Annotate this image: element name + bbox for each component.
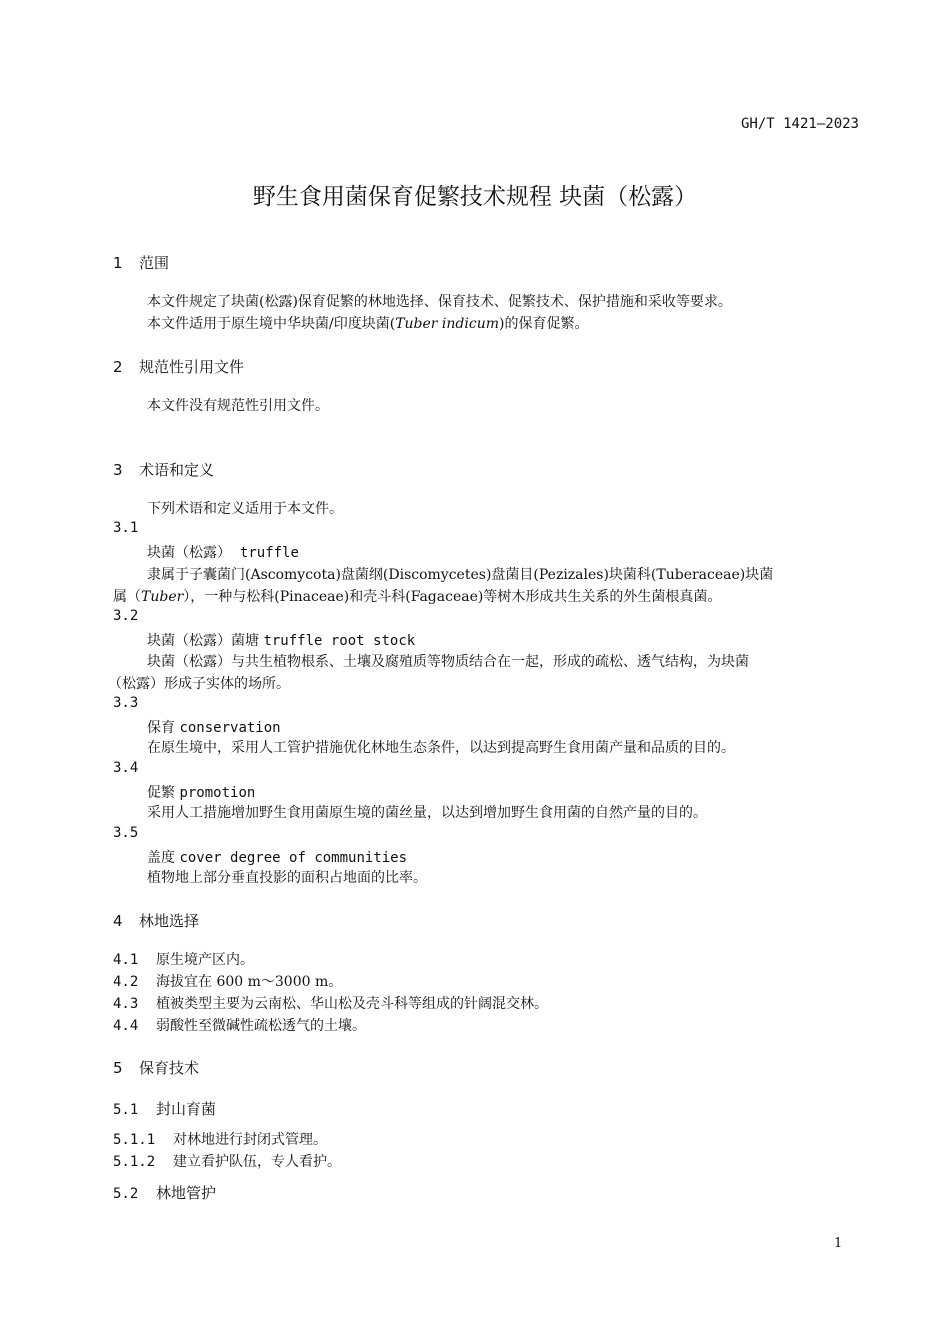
term-heading	[147, 717, 281, 737]
clause-number: 4.3	[113, 996, 139, 1012]
term-definition: 在原生境中，采用人工管护措施优化林地生态条件，以达到提高野生食用菌产量和品质的目的。	[147, 740, 735, 756]
term-en: promotion	[179, 785, 256, 801]
subsection-title: 封山育菌	[156, 1100, 217, 1118]
term-definition: 隶属于子囊菌门(Ascomycota)盘菌纲(Discomycetes)盘菌目(Pezizales)块菌科(Tuberaceae)块菌	[147, 567, 774, 583]
term-heading	[147, 542, 299, 562]
section-title: 范围	[139, 254, 170, 272]
section-number: 4	[113, 912, 123, 930]
section-title: 保育技术	[139, 1059, 200, 1077]
document-code: GH/T 1421—2023	[740, 116, 859, 132]
term-en: cover degree of communities	[179, 850, 408, 866]
section-5-heading	[113, 1057, 199, 1078]
term-definition: 植物地上部分垂直投影的面积占地面的比率。	[147, 870, 427, 886]
section-1-heading	[113, 252, 169, 273]
genus-name: Tuber	[141, 589, 184, 605]
section-2-heading	[113, 356, 244, 377]
section-number: 3	[113, 461, 123, 479]
page-number: 1	[834, 1236, 843, 1251]
clause-item	[113, 949, 254, 969]
subsection-5-2-heading	[113, 1182, 216, 1203]
term-definition-cont	[113, 586, 721, 608]
subsection-number: 5.2	[113, 1186, 139, 1202]
subsection-5-1-heading	[113, 1098, 216, 1119]
clause-number: 4.4	[113, 1018, 139, 1034]
term-zh: 块菌（松露）菌塘	[147, 633, 259, 649]
clause-item	[113, 1015, 366, 1035]
section-number: 1	[113, 254, 123, 272]
section-3-heading	[113, 459, 214, 480]
term-heading	[147, 630, 415, 650]
term-number: 3.4	[113, 760, 139, 776]
clause-text: 建立看护队伍，专人看护。	[173, 1154, 341, 1170]
term-number: 3.5	[113, 825, 139, 841]
term-en: truffle	[239, 545, 299, 561]
section-title: 规范性引用文件	[139, 358, 245, 376]
term-zh: 盖度	[147, 850, 175, 866]
text-run: 属（	[113, 589, 141, 605]
clause-item	[113, 971, 342, 991]
text-run: )的保育促繁。	[499, 316, 589, 332]
clause-text: 原生境产区内。	[156, 952, 254, 968]
term-definition: 块菌（松露）与共生植物根系、土壤及腐殖质等物质结合在一起，形成的疏松、透气结构，为块菌	[147, 654, 749, 670]
term-definition-cont: （松露）形成子实体的场所。	[108, 676, 290, 692]
term-en: truffle root stock	[263, 633, 416, 649]
subsection-number: 5.1	[113, 1102, 139, 1118]
document-title: 野生食用菌保育促繁技术规程 块菌（松露）	[252, 184, 698, 210]
clause-number: 4.1	[113, 952, 139, 968]
section-title: 术语和定义	[139, 461, 215, 479]
term-zh: 促繁	[147, 785, 175, 801]
species-name: Tuber indicum	[395, 316, 499, 332]
text-run: ），一种与松科(Pinaceae)和壳斗科(Fagaceae)等树木形成共生关系的外生菌根真菌。	[183, 589, 722, 605]
term-zh: 块菌（松露）	[147, 545, 231, 561]
section-number: 2	[113, 358, 123, 376]
term-heading	[147, 847, 407, 867]
section-3-intro: 下列术语和定义适用于本文件。	[147, 501, 343, 517]
clause-number: 5.1.1	[113, 1132, 156, 1148]
term-number: 3.2	[113, 608, 139, 624]
section-title: 林地选择	[139, 912, 200, 930]
section-1-paragraph-1: 本文件规定了块菌(松露)保育促繁的林地选择、保育技术、促繁技术、保护措施和采收等要求。	[147, 294, 732, 310]
term-heading	[147, 782, 255, 802]
term-en: conservation	[179, 720, 281, 736]
section-4-heading	[113, 910, 199, 931]
clause-item	[113, 1129, 327, 1149]
section-2-paragraph: 本文件没有规范性引用文件。	[147, 398, 329, 414]
clause-text: 海拔宜在 600 m～3000 m。	[156, 974, 343, 990]
term-number: 3.3	[113, 695, 139, 711]
clause-text: 弱酸性至微碱性疏松透气的土壤。	[156, 1018, 366, 1034]
text-run: 本文件适用于原生境中华块菌/印度块菌(	[147, 316, 396, 332]
term-number: 3.1	[113, 520, 139, 536]
term-definition: 采用人工措施增加野生食用菌原生境的菌丝量，以达到增加野生食用菌的自然产量的目的。	[147, 805, 707, 821]
section-1-paragraph-2	[147, 313, 588, 335]
term-zh: 保育	[147, 720, 175, 736]
clause-number: 5.1.2	[113, 1154, 156, 1170]
subsection-title: 林地管护	[156, 1184, 217, 1202]
clause-number: 4.2	[113, 974, 139, 990]
clause-item	[113, 993, 548, 1013]
section-number: 5	[113, 1059, 123, 1077]
clause-item	[113, 1151, 341, 1171]
clause-text: 植被类型主要为云南松、华山松及壳斗科等组成的针阔混交林。	[156, 996, 548, 1012]
clause-text: 对林地进行封闭式管理。	[173, 1132, 327, 1148]
